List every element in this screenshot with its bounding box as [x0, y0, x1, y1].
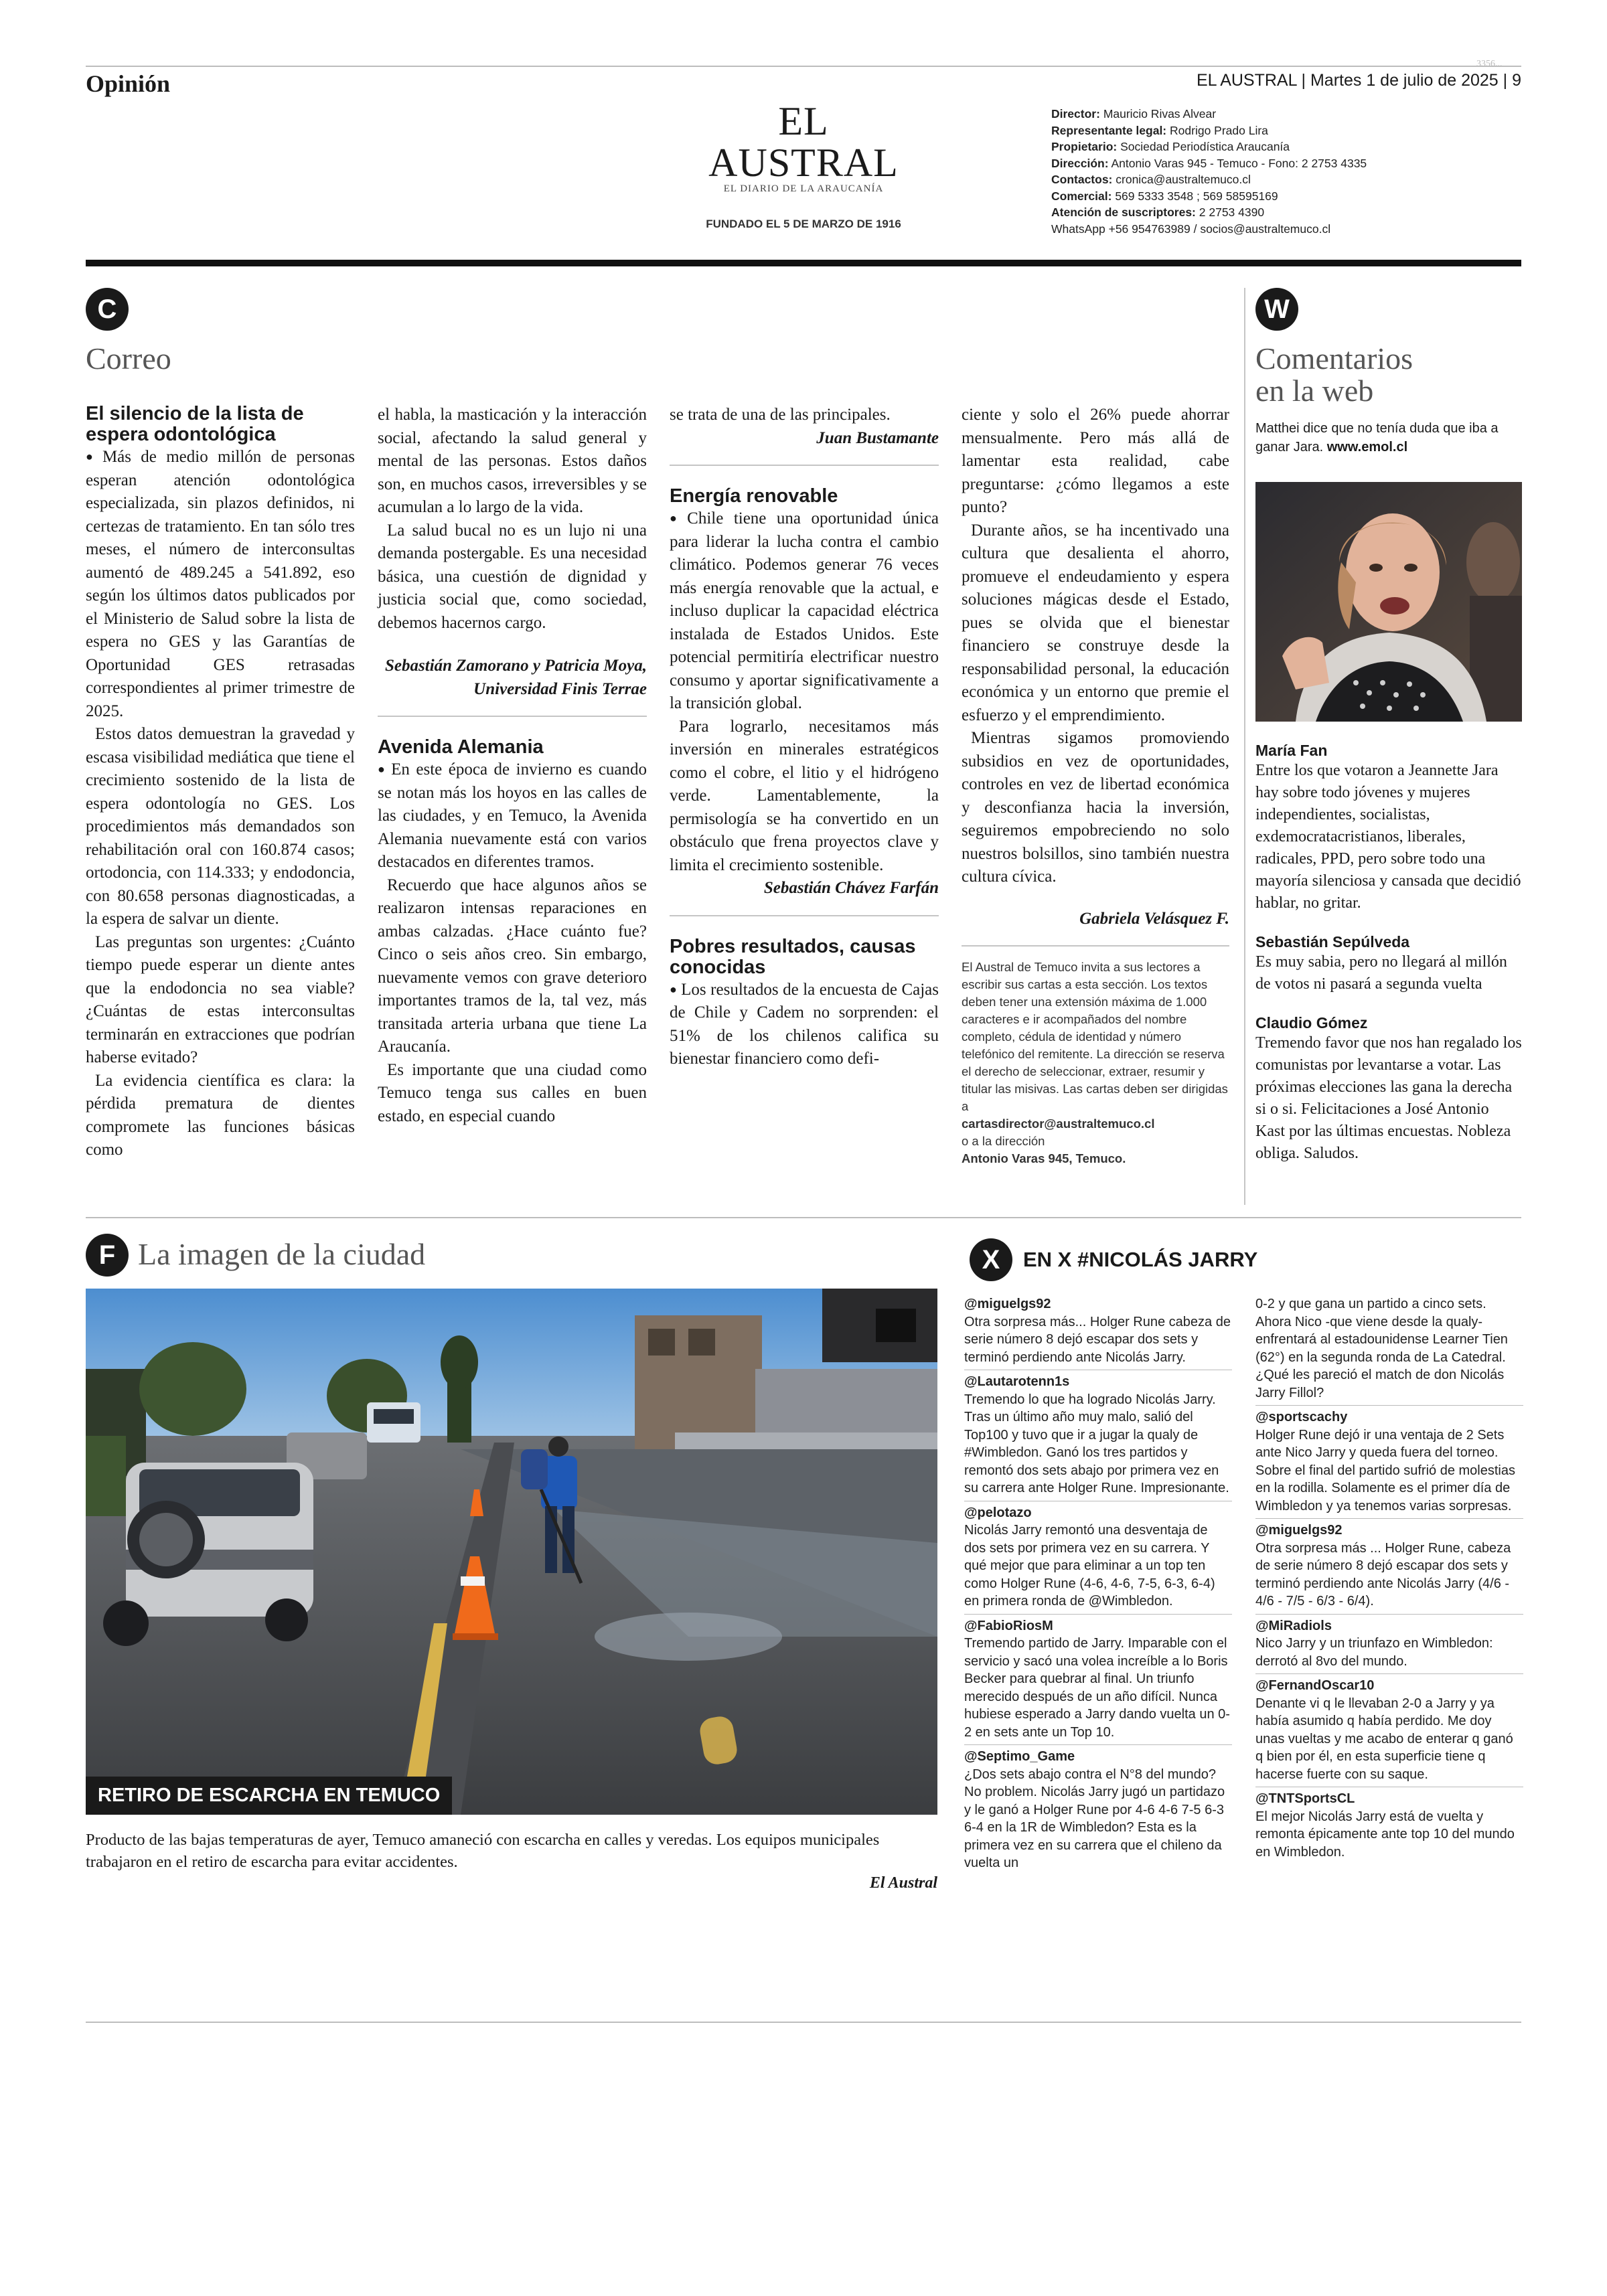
letter-paragraph: ● En este época de invierno es cuando se notan más los hoyos en las calles de las ciudades, y en Temuco, la Avenida Alemania nuevamente está con varios destacados en diferentes tramos. — [378, 758, 647, 874]
tweet-handle[interactable]: @pelotazo — [964, 1505, 1032, 1520]
letters-column-1 — [86, 404, 355, 1162]
web-photo — [1255, 482, 1522, 722]
staff-line: Atención de suscriptores: 2 2753 4390 — [1051, 206, 1265, 219]
letter-headline: Energía renovable — [670, 485, 838, 507]
tweet-text: Otra sorpresa más... Holger Rune cabeza de serie número 8 dejó escapar dos sets y terminó perdiendo ante Nicolás Jarry. — [964, 1314, 1231, 1365]
tweet-text: Denante vi q le llevaban 2-0 a Jarry y ya había asumido q había perdido. Me doy unas vueltas y me acabo de enterar q ganó q bien por él, en esta superficie tiene q hacerse fuerte con su saque. — [1255, 1696, 1513, 1782]
letter-paragraph: ● Chile tiene una oportunidad única para liderar la lucha contra el cambio climático. Podemos generar 76 veces más energía renovable que la actual, e incluso duplicar la capacidad eléctrica instalada de Estados Unidos. Este potencial permitiría electrificar nuestro consumo y aportar significativamente a la transición global. — [670, 507, 939, 716]
letters-column-3 — [670, 404, 939, 1071]
section-title-enx: EN X #NICOLÁS JARRY — [1023, 1248, 1258, 1271]
web-title-line: en la web — [1255, 374, 1374, 408]
tweet-text: ¿Dos sets abajo contra el N°8 del mundo? No problem. Nicolás Jarry jugó un partidazo y le ganó a Holger Rune por 4-6 4-6 7-5 6-3 6-4 en la 1R de Wimbledon? Esta es la primera vez en su carrera que el chileno da vuelta un — [964, 1767, 1225, 1870]
tweet-text: 0-2 y que gana un partido a cinco sets. Ahora Nico -que viene desde la qualy- enfrentará al estadounidense Learner Tien (62°) en la segunda ronda de La Catedral. ¿Qué les pareció el match de don Nicolás Jarry Fillol? — [1255, 1297, 1508, 1400]
letter-headline: El silencio de la lista de espera odontológica — [86, 403, 304, 445]
letter-paragraph: Estos datos demuestran la gravedad y escasa visibilidad mediática que tiene el crecimiento sostenido de la lista de espera odontología no GES. Los procedimientos más demandados son rehabilitación oral con 160.874 casos; ortodoncia, con 114.333; y endodoncia, con 80.658 personas diagnosticadas, a la espera de salvar un diente. — [86, 725, 355, 928]
founded-line: FUNDADO EL 5 DE MARZO DE 1916 — [706, 218, 901, 230]
photo-caption: Producto de las bajas temperaturas de ayer, Temuco amaneció con escarcha en calles y veredas. Los equipos municipales trabajaron en el retiro de escarcha para evitar accidentes. — [86, 1831, 880, 1871]
photo-label: RETIRO DE ESCARCHA EN TEMUCO — [86, 1777, 452, 1815]
tweets-column-1 — [964, 1295, 1232, 1876]
letter-paragraph: La evidencia científica es clara: la pérdida prematura de dientes compromete las funciones básicas como — [86, 1071, 355, 1159]
letter-paragraph: ● Los resultados de la encuesta de Cajas de Chile y Cadem no sorprenden: el 51% de los chilenos califica su bienestar financiero como defi- — [670, 978, 939, 1071]
web-title-line: Comentarios — [1255, 341, 1413, 376]
watermark-code: 3356... — [1476, 59, 1503, 69]
masthead — [690, 100, 917, 231]
divider — [1255, 1405, 1523, 1406]
street-frost-photo — [86, 1289, 937, 1815]
staff-line: Comercial: 569 5333 3548 ; 569 58595169 — [1051, 189, 1278, 203]
staff-line: Dirección: Antonio Varas 945 - Temuco - Fono: 2 2753 4335 — [1051, 156, 1367, 170]
letter-paragraph: Mientras sigamos promoviendo subsidios en vez de oportunidades, controles en vez de libertad económica y desconfianza hacia la inversión, seguiremos empobreciendo no solo nuestros bolsillos, sino también nuestra cultura cívica. — [962, 729, 1229, 886]
comment-text: Tremendo favor que nos han regalado los comunistas por levantarse a votar. Las próximas elecciones las gana la derecha si o si. Felicitaciones a José Antonio Kast por las últimas encuestas. Nobleza obliga. Saludos. — [1255, 1034, 1522, 1162]
masthead-title: EL AUSTRAL — [708, 99, 899, 185]
comment-text: Es muy sabia, pero no llegará al millón de votos ni pasará a segunda vuelta — [1255, 953, 1507, 993]
staff-box — [1051, 106, 1367, 237]
tweet-handle[interactable]: @miguelgs92 — [1255, 1523, 1343, 1538]
tweet-handle[interactable]: @TNTSportsCL — [1255, 1791, 1355, 1806]
commenter-name: Sebastián Sepúlveda — [1255, 933, 1410, 951]
commenter-name: Claudio Gómez — [1255, 1014, 1368, 1032]
tweet-handle[interactable]: @miguelgs92 — [964, 1297, 1051, 1311]
photo-credit: El Austral — [869, 1874, 937, 1892]
letter-signature: Juan Bustamante — [816, 428, 939, 447]
section-letter-c: C — [86, 288, 129, 331]
divider — [1255, 1614, 1523, 1615]
tweet-handle[interactable]: @sportscachy — [1255, 1410, 1348, 1424]
tweet-handle[interactable]: @Lautarotenn1s — [964, 1374, 1070, 1389]
section-letter-w: W — [1255, 288, 1298, 331]
letter-headline: Pobres resultados, causas conocidas — [670, 935, 916, 978]
section-letter-f: F — [86, 1234, 129, 1277]
tweet-handle[interactable]: @FabioRiosM — [964, 1618, 1053, 1633]
letters-email-link[interactable]: cartasdirector@australtemuco.cl — [962, 1117, 1155, 1131]
letter-paragraph: el habla, la masticación y la interacción social, afectando la salud general y mental de las personas. Estos daños son, en muchos casos, irreversibles y se acumulan a lo largo de la vida. — [378, 406, 647, 516]
tweet-text: Tremendo partido de Jarry. Imparable con el servicio y sacó una volea increíble a lo Boris Becker para quebrar al final. Un triunfo merecido después de un año difícil. Nunca hubiese esperado a Jarry dando vuelta un 0-2 en sets ante un Top 10. — [964, 1636, 1230, 1740]
divider — [670, 915, 939, 916]
comment-text: Entre los que votaron a Jeannette Jara hay sobre todo jóvenes y mujeres independientes, socialistas, exdemocratacristianos, liberales, radicales, PPD, pero sobre todo una mayoría silenciosa y cansada que decidió hablar, no gritar. — [1255, 762, 1521, 912]
tweet-text: Otra sorpresa más ... Holger Rune, cabeza de serie número 8 dejó escapar dos sets y terminó perdiendo ante Nicolás Jarry (4/6 - 4/6 - 7/5 - 6/3 - 6/4). — [1255, 1540, 1511, 1609]
letter-signature: Gabriela Velásquez F. — [1079, 909, 1229, 928]
divider — [1255, 1518, 1523, 1519]
woman-speaking-photo — [1255, 482, 1522, 722]
letter-paragraph: ciente y solo el 26% puede ahorrar mensualmente. Pero más allá de lamentar esta realidad, cabe preguntarse: ¿cómo llegamos a este punto? — [962, 406, 1229, 516]
column-rule — [1244, 288, 1245, 1205]
tweet-text: Nico Jarry y un triunfazo en Wimbledon: derrotó al 8vo del mundo. — [1255, 1636, 1493, 1669]
divider — [962, 945, 1229, 947]
letter-paragraph: Es importante que una ciudad como Temuco tenga sus calles en buen estado, en especial cuando — [378, 1060, 647, 1125]
letters-policy-note — [962, 959, 1229, 1167]
tweet-text: Tremendo lo que ha logrado Nicolás Jarry. Tras un último año muy malo, salió del Top100 y tuvo que ir a jugar la qualy de #Wimbledon. Ganó los tres partidos y remontó dos sets abajo por primera vez en su carrera ante Holger Rune. Impresionante. — [964, 1392, 1229, 1495]
letters-address: Antonio Varas 945, Temuco. — [962, 1151, 1126, 1165]
letter-signature: Sebastián Zamorano y Patricia Moya, Universidad Finis Terrae — [385, 657, 647, 698]
section-title-ciudad: La imagen de la ciudad — [138, 1237, 426, 1271]
letters-column-2 — [378, 404, 647, 1128]
section-title-correo: Correo — [86, 341, 171, 376]
section-letter-x: X — [970, 1238, 1012, 1281]
letter-paragraph: ● Más de medio millón de personas esperan atención odontológica especializada, sin plazos definidos, ni certezas de tratamiento. En tan sólo tres meses, el número de interconsultas aumentó de 489.245 a 541.892, eso según los últimos datos publicados por el Ministerio de Salud sobre la lista de espera no GES y las Garantías de Oportunidad GES retrasadas correspondientes al primer trimestre de 2025. — [86, 445, 355, 723]
divider — [670, 465, 939, 466]
letter-paragraph: La salud bucal no es un lujo ni una demanda postergable. Es una necesidad básica, una cuestión de dignidad y justicia social que, como sociedad, debemos hacernos cargo. — [378, 521, 647, 632]
letter-paragraph: Para lograrlo, necesitamos más inversión en minerales estratégicos como el cobre, el litio y el hidrógeno verde. Lamentablemente, la permisología se ha convertido en un obstáculo que frena proyectos clave y limita el crecimiento sostenible. — [670, 717, 939, 874]
staff-line: Representante legal: Rodrigo Prado Lira — [1051, 123, 1268, 137]
letter-paragraph: se trata de una de las principales. — [670, 406, 891, 424]
web-intro-text: Matthei dice que no tenía duda que iba a ganar Jara. — [1255, 421, 1499, 455]
header-rule — [86, 260, 1521, 266]
letter-signature: Sebastián Chávez Farfán — [763, 879, 939, 897]
letter-paragraph: Las preguntas son urgentes: ¿Cuánto tiempo puede esperar un diente antes que la endodoncia no sea viable? ¿Cuántas de estas interconsultas terminarán en extracciones que podrían haberse evitado? — [86, 932, 355, 1066]
masthead-tagline: EL DIARIO DE LA ARAUCANÍA — [723, 183, 884, 194]
divider — [1255, 1673, 1523, 1674]
web-comments — [1255, 742, 1522, 1183]
staff-line: Director: Mauricio Rivas Alvear — [1051, 107, 1217, 120]
web-site-link[interactable]: www.emol.cl — [1326, 440, 1408, 455]
tweets-column-2 — [1255, 1295, 1523, 1864]
section-title-web — [1255, 343, 1413, 407]
divider — [378, 716, 647, 717]
tweet-text: Holger Rune dejó ir una ventaja de 2 Sets ante Nico Jarry y queda fuera del torneo. Sobre el final del partido sufrió de molestias en la rodilla. Solamente es el primer día de Wimbledon y ya tenemos varias sorpresas. — [1255, 1427, 1515, 1513]
tweet-text: El mejor Nicolás Jarry está de vuelta y remonta épicamente ante top 10 del mundo en Wimbledon. — [1255, 1809, 1515, 1860]
policy-text: o a la dirección — [962, 1134, 1045, 1148]
divider — [964, 1744, 1232, 1745]
staff-line: WhatsApp +56 954763989 / socios@australtemuco.cl — [1051, 222, 1331, 236]
tweet-handle[interactable]: @Septimo_Game — [964, 1749, 1075, 1764]
tweet-handle[interactable]: @MiRadiols — [1255, 1618, 1332, 1633]
tweet-handle[interactable]: @FernandOscar10 — [1255, 1678, 1375, 1693]
letters-column-4 — [962, 404, 1229, 1167]
staff-line: Propietario: Sociedad Periodística Araucanía — [1051, 140, 1290, 153]
page-folio: EL AUSTRAL | Martes 1 de julio de 2025 | 9 — [1196, 71, 1521, 90]
tweet-text: Nicolás Jarry remontó una desventaja de dos sets por primera vez en su carrera. Y qué mejor que para eliminar a un top ten como Holger Rune (4-6, 4-6, 7-5, 6-3, 6-4) en primera ronda de @Wimbledon. — [964, 1523, 1215, 1609]
web-intro — [1255, 419, 1523, 457]
commenter-name: María Fan — [1255, 742, 1328, 759]
letter-paragraph: Durante años, se ha incentivado una cultura que desalienta el ahorro, promueve el endeudamiento y espera soluciones mágicas desde el Estado, pues se olvida que el bienestar financiero se construye desde la responsabilidad personal, la educación económica y un entorno que premie el esfuerzo y el emprendimiento. — [962, 521, 1229, 724]
letter-paragraph: Recuerdo que hace algunos años se realizaron intensas reparaciones en ambas calzadas. ¿Hace cuánto fue? Cinco o seis años creo. Sin embargo, nuevamente vemos con grave deterioro importantes tramos de la, tal vez, más transitada arteria urbana que tiene La Araucanía. — [378, 876, 647, 1056]
section-label: Opinión — [86, 70, 171, 97]
staff-line: Contactos: cronica@australtemuco.cl — [1051, 173, 1251, 186]
letter-headline: Avenida Alemania — [378, 736, 544, 758]
divider — [964, 1614, 1232, 1615]
policy-text: El Austral de Temuco invita a sus lectores a escribir sus cartas a esta sección. Los textos deben tener una extensión máxima de 1.000 caracteres e ir acompañados del nombre completo, cédula de identidad y número telefónico del remitente. La dirección se reserva el derecho de seleccionar, extraer, resumir y titular las misivas. Las cartas deben ser dirigidas a — [962, 960, 1228, 1113]
city-photo — [86, 1289, 937, 1815]
